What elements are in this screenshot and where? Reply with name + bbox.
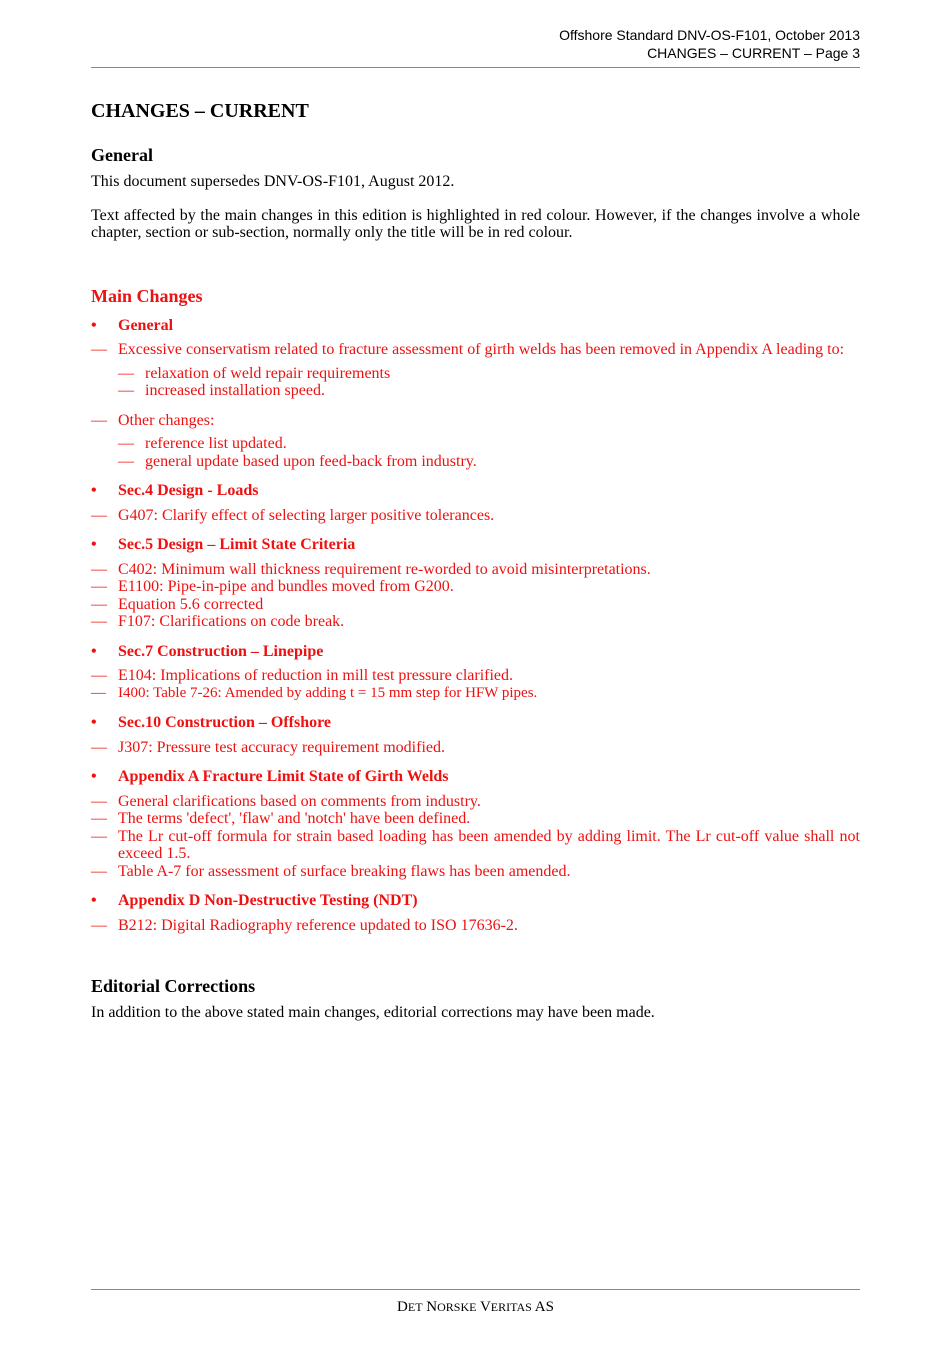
editorial-paragraph: In addition to the above stated main changes, editorial corrections may have been made. bbox=[91, 1004, 655, 1021]
change-item: — E1100: Pipe-in-pipe and bundles moved from G200. bbox=[91, 578, 860, 596]
change-item: — The Lr cut-off formula for strain based loading has been amended by adding limit. The Lr cut-off value shall not exceed 1.5. bbox=[91, 828, 860, 863]
footer-det-initial: D bbox=[397, 1299, 408, 1315]
footer-divider bbox=[91, 1289, 860, 1290]
change-subitem: — relaxation of weld repair requirements bbox=[91, 365, 860, 383]
change-item: — C402: Minimum wall thickness requirement re-worded to avoid misinterpretations. bbox=[91, 561, 860, 579]
header-divider bbox=[91, 67, 860, 68]
change-subitem: — reference list updated. bbox=[91, 435, 860, 453]
footer-det-rest: ET bbox=[407, 1300, 423, 1314]
change-item: — I400: Table 7-26: Amended by adding t = 15 mm step for HFW pipes. bbox=[91, 685, 860, 703]
bullet-appendix-a: • Appendix A Fracture Limit State of Girth Welds bbox=[91, 768, 860, 786]
footer-as: AS bbox=[534, 1299, 554, 1315]
bullet-sec7: • Sec.7 Construction – Linepipe bbox=[91, 643, 860, 661]
change-item: — F107: Clarifications on code break. bbox=[91, 613, 860, 631]
bullet-sec4: • Sec.4 Design - Loads bbox=[91, 482, 860, 500]
change-item: — General clarifications based on comments from industry. bbox=[91, 793, 860, 811]
general-paragraph-2: Text affected by the main changes in this edition is highlighted in red colour. However, if the changes involve a whole chapter, section or sub-section, normally only the title will be in red colour. bbox=[91, 206, 860, 241]
document-body bbox=[91, 97, 860, 1022]
change-item: — Excessive conservatism related to fracture assessment of girth welds has been removed in Appendix A leading to: bbox=[91, 341, 860, 359]
main-changes-heading: Main Changes bbox=[91, 285, 203, 306]
bullet-sec10: • Sec.10 Construction – Offshore bbox=[91, 714, 860, 732]
editorial-heading: Editorial Corrections bbox=[91, 976, 256, 996]
page-header bbox=[91, 26, 860, 62]
change-item: — G407: Clarify effect of selecting larger positive tolerances. bbox=[91, 507, 860, 525]
bullet-sec5: • Sec.5 Design – Limit State Criteria bbox=[91, 536, 860, 554]
change-item: — J307: Pressure test accuracy requirement modified. bbox=[91, 739, 860, 757]
general-heading: General bbox=[91, 145, 153, 165]
footer-veritas-initial: V bbox=[479, 1299, 491, 1315]
footer-norske-initial: N bbox=[426, 1299, 438, 1315]
bullet-appendix-d: • Appendix D Non-Destructive Testing (NDT) bbox=[91, 892, 860, 910]
page-footer bbox=[91, 1299, 860, 1316]
footer-norske-rest: ORSKE bbox=[437, 1300, 477, 1314]
bullet-general: • General bbox=[91, 317, 860, 335]
change-item: — Equation 5.6 corrected bbox=[91, 596, 860, 614]
change-item: — Table A-7 for assessment of surface breaking flaws has been amended. bbox=[91, 863, 860, 881]
change-subitem: — general update based upon feed-back from industry. bbox=[91, 453, 860, 471]
change-subitem: — increased installation speed. bbox=[91, 382, 860, 400]
change-item: — E104: Implications of reduction in mill test pressure clarified. bbox=[91, 667, 860, 685]
header-line-1: Offshore Standard DNV-OS-F101, October 2013 bbox=[559, 27, 860, 43]
change-item: — B212: Digital Radiography reference updated to ISO 17636-2. bbox=[91, 917, 860, 935]
change-item: — The terms 'defect', 'flaw' and 'notch' have been defined. bbox=[91, 810, 860, 828]
footer-veritas-rest: ERITAS bbox=[490, 1300, 532, 1314]
general-paragraph-1: This document supersedes DNV-OS-F101, August 2012. bbox=[91, 173, 455, 190]
header-line-2: CHANGES – CURRENT – Page 3 bbox=[647, 45, 860, 61]
change-item: — Other changes: bbox=[91, 412, 860, 430]
page-title: CHANGES – CURRENT bbox=[91, 100, 309, 122]
